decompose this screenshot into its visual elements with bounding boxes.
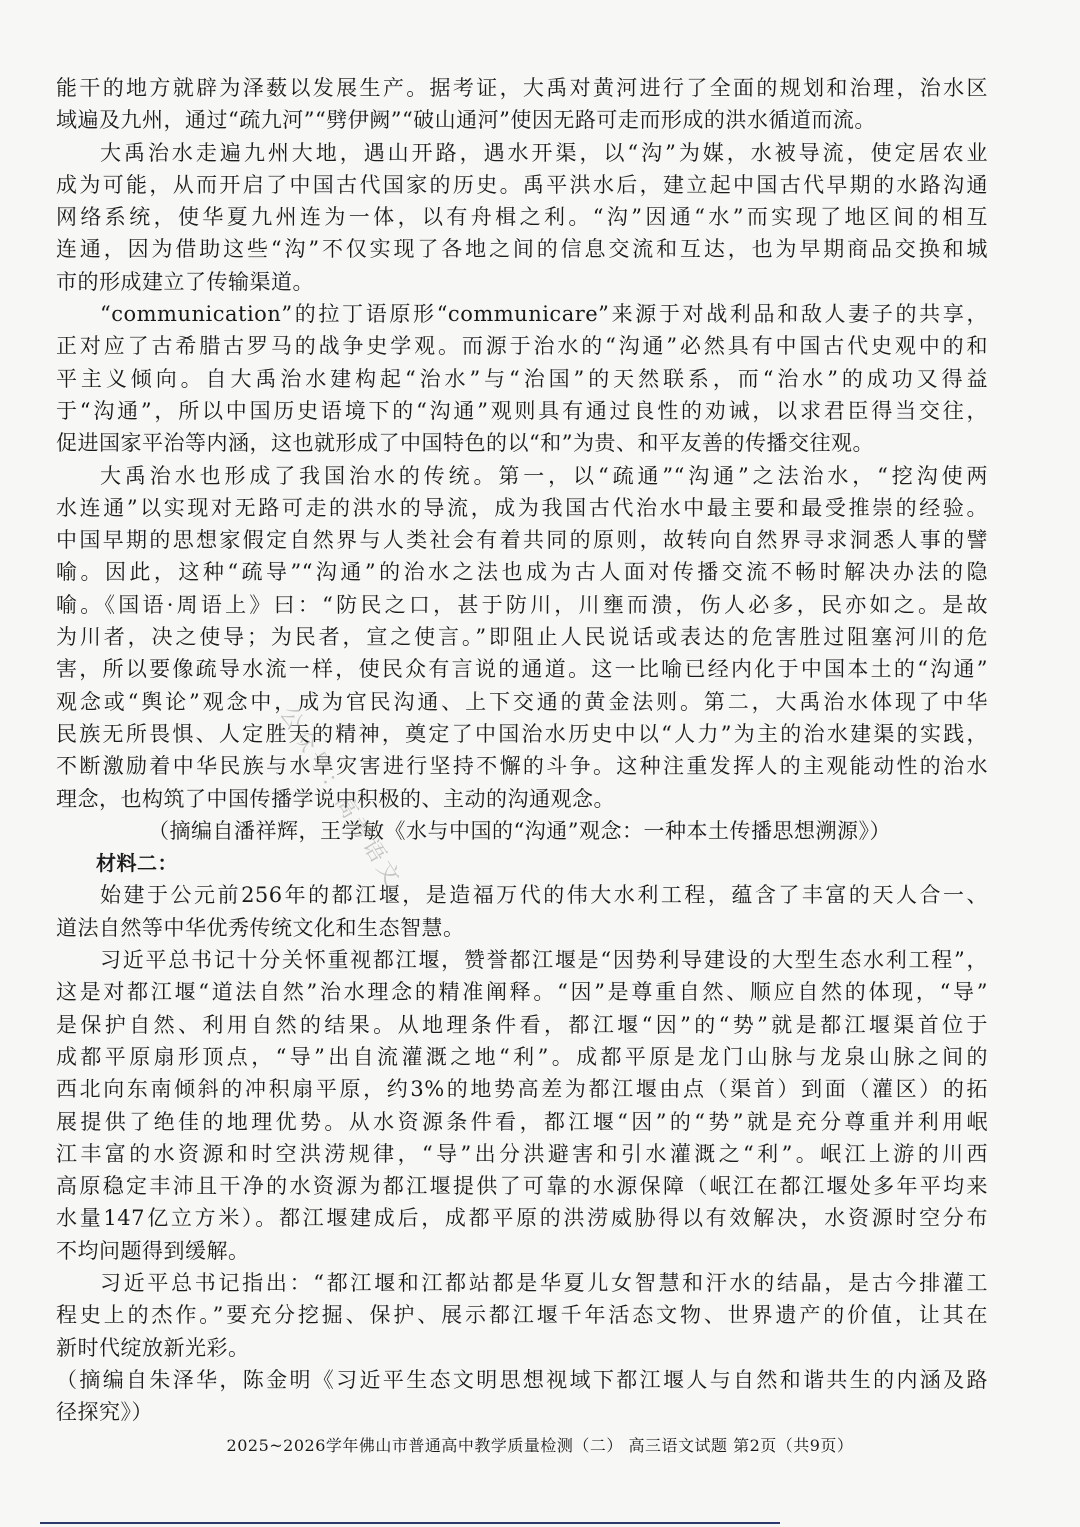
text-line: 网络系统，使华夏九州连为一体，以有舟楫之利。“沟”因通“水”而实现了地区间的相互 (56, 205, 988, 230)
text-line: 径探究》） (56, 1400, 153, 1425)
text-line: （摘编自朱泽华，陈金明《习近平生态文明思想视域下都江堰人与自然和谐共生的内涵及路 (56, 1367, 988, 1392)
text-line: 平主义倾向。自大禹治水建构起“治水”与“治国”的天然联系，而“治水”的成功又得益 (56, 366, 988, 391)
text-line: 成都平原扇形顶点，“导”出自流灌溉之地“利”。成都平原是龙门山脉与龙泉山脉之间的 (56, 1044, 988, 1069)
text-line: 为川者，决之使导；为民者，宣之使言。”即阻止人民说话或表达的危害胜过阻塞河川的危 (56, 625, 988, 650)
paragraph (56, 1267, 988, 1364)
paragraph (56, 137, 988, 298)
text-line: 能干的地方就辟为泽薮以发展生产。据考证，大禹对黄河进行了全面的规划和治理，治水区 (56, 76, 988, 100)
text-line: 西北向东南倾斜的冲积扇平原，约3%的地势高差为都江堰由点（渠首）到面（灌区）的拓 (56, 1077, 988, 1102)
text-line: 习近平总书记十分关怀重视都江堰，赞誉都江堰是“因势利导建设的大型生态水利工程”， (100, 948, 988, 973)
text-line: 这是对都江堰“道法自然”治水理念的精准阐释。“因”是尊重自然、顺应自然的体现，“导” (56, 980, 988, 1005)
text-line: 是保护自然、利用自然的结果。从地理条件看，都江堰“因”的“势”就是都江堰渠首位于 (56, 1012, 988, 1037)
text-line: 喻。因此，这种“疏导”“沟通”的治水之法也成为古人面对传播交流不畅时解决办法的隐 (56, 560, 988, 585)
text-line: 江丰富的水资源和时空洪涝规律，“导”出分洪避害和引水灌溉之“利”。岷江上游的川西 (56, 1141, 988, 1166)
text-line: 程史上的杰作。”要充分挖掘、保护、展示都江堰千年活态文物、世界遗产的价值，让其在 (56, 1303, 988, 1328)
text-line: 害，所以要像疏导水流一样，使民众有言说的通道。这一比喻已经内化于中国本土的“沟通” (56, 657, 988, 682)
material-heading: 材料二： (96, 851, 178, 876)
paragraph (56, 944, 988, 1267)
watermark-text: 公众号：高考语文 (274, 702, 406, 893)
text-line: 水连通”以实现对无路可走的洪水的导流，成为我国古代治水中最主要和最受推崇的经验。 (56, 495, 988, 520)
text-line: 展提供了绝佳的地理优势。从水资源条件看，都江堰“因”的“势”就是充分尊重并利用岷 (56, 1109, 988, 1134)
source-citation (56, 1364, 988, 1429)
text-line: 市的形成建立了传输渠道。 (56, 269, 314, 294)
source-citation: （摘编自潘祥辉，王学敏《水与中国的“沟通”观念：一种本土传播思想溯源》） (148, 818, 891, 843)
text-line: 喻。《国语·周语上》曰：“防民之口，甚于防川，川壅而溃，伤人必多，民亦如之。是故 (56, 592, 988, 617)
text-line: 中国早期的思想家假定自然界与人类社会有着共同的原则，故转向自然界寻求洞悉人事的譬 (56, 528, 988, 553)
text-line: 民族无所畏惧、人定胜天的精神，奠定了中国治水历史中以“人力”为主的治水建渠的实践， (56, 721, 988, 746)
text-line: “communication”的拉丁语原形“communicare”来源于对战利品和敌人妻子的共享， (100, 302, 988, 327)
text-line: 于“沟通”，所以中国历史语境下的“沟通”观则具有通过良性的劝诫，以求君臣得当交往， (56, 398, 988, 423)
page-footer: 2025~2026学年佛山市普通高中教学质量检测（二） 高三语文试题 第2页（共9页） (226, 1436, 854, 1455)
text-line: 观念或“舆论”观念中，成为官民沟通、上下交通的黄金法则。第二，大禹治水体现了中华 (56, 689, 988, 714)
text-line: 不均问题得到缓解。 (56, 1238, 250, 1263)
text-line: 始建于公元前256年的都江堰，是造福万代的伟大水利工程，蕴含了丰富的天人合一、 (100, 883, 988, 908)
text-line: 大禹治水走遍九州大地，遇山开路，遇水开渠，以“沟”为媒，水被导流，使定居农业 (100, 140, 988, 165)
text-line: 新时代绽放新光彩。 (56, 1335, 250, 1360)
text-line: 正对应了古希腊古罗马的战争史学观。而源于治水的“沟通”必然具有中国古代史观中的和 (56, 334, 988, 359)
text-line: 不断激励着中华民族与水旱灾害进行坚持不懈的斗争。这种注重发挥人的主观能动性的治水 (56, 754, 988, 779)
text-line: 大禹治水也形成了我国治水的传统。第一，以“疏通”“沟通”之法治水，“挖沟使两 (100, 463, 988, 488)
text-line: 促进国家平治等内涵，这也就形成了中国特色的以“和”为贵、和平友善的传播交往观。 (56, 431, 874, 456)
paragraph (56, 879, 988, 944)
paragraph (56, 460, 988, 815)
paragraph (56, 72, 988, 137)
bottom-rule (40, 1522, 780, 1524)
text-line: 域遍及九州，通过“疏九河”“劈伊阙”“破山通河”使因无路可走而形成的洪水循道而流。 (56, 108, 876, 133)
text-line: 习近平总书记指出：“都江堰和江都站都是华夏儿女智慧和汗水的结晶，是古今排灌工 (100, 1270, 988, 1295)
text-line: 连通，因为借助这些“沟”不仅实现了各地之间的信息交流和互达，也为早期商品交换和城 (56, 237, 988, 262)
paragraph (56, 298, 988, 459)
text-line: 高原稳定丰沛且干净的水资源为都江堰提供了可靠的水源保障（岷江在都江堰处多年平均来 (56, 1174, 988, 1199)
text-line: 道法自然等中华优秀传统文化和生态智慧。 (56, 915, 465, 940)
text-line: 水量147亿立方米）。都江堰建成后，成都平原的洪涝威胁得以有效解决，水资源时空分布 (56, 1206, 988, 1231)
text-line: 成为可能，从而开启了中国古代国家的历史。禹平洪水后，建立起中国古代早期的水路沟通 (56, 172, 988, 197)
text-line: 理念，也构筑了中国传播学说中积极的、主动的沟通观念。 (56, 786, 615, 811)
